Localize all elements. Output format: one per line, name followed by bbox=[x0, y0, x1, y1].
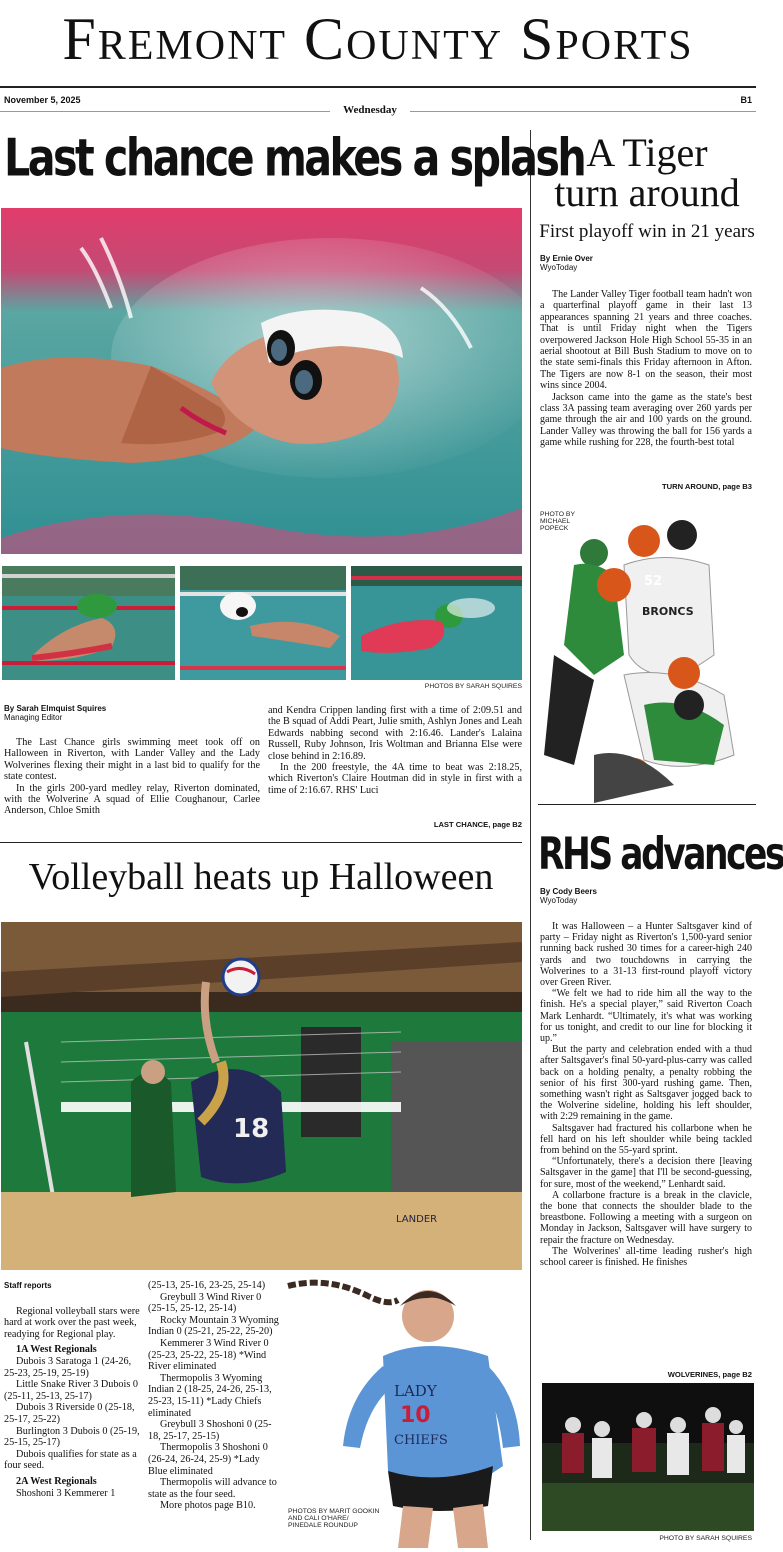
volleyball-result-line: Kemmerer 3 Wind River 0 (25-23, 25-22, 25-18) *Wind River eliminated bbox=[148, 1337, 269, 1373]
tiger-body bbox=[540, 289, 752, 449]
tiger-football-photo bbox=[534, 505, 756, 803]
volleyball-credit-line1: PHOTOS BY MARIT GOOKIN bbox=[288, 1508, 380, 1515]
volleyball-result-line: (25-13, 25-16, 23-25, 25-14) bbox=[148, 1280, 266, 1291]
volleyball-action-illustration bbox=[1, 922, 522, 1270]
volleyball-result-line: Dubois qualifies for state as a four seed. bbox=[4, 1448, 137, 1472]
volleyball-byline: Staff reports bbox=[4, 1281, 52, 1290]
tiger-credit-line2: MICHAEL bbox=[540, 518, 571, 525]
tiger-byline-role: WyoToday bbox=[540, 263, 578, 272]
volleyball-result-line: Shoshoni 3 Kemmerer 1 bbox=[16, 1487, 116, 1499]
tiger-photo-credit bbox=[540, 511, 575, 532]
page-number: B1 bbox=[740, 95, 752, 105]
volleyball-result-line: Thermopolis 3 Shoshoni 0 (26-24, 26-24, 25-9) *Lady Blue eliminated bbox=[148, 1442, 268, 1477]
rhs-paragraph: “Unfortunately, there's a decision there [leaving Saltsgaver in the game] that I'll be second-guessing, for sure, most of the weekend,” Lenhardt said. bbox=[540, 1156, 752, 1190]
swim-thumb-illustration-1 bbox=[2, 566, 175, 680]
dateline-rule-left bbox=[0, 111, 330, 112]
swim-headline: Last chance makes a splash bbox=[4, 128, 585, 189]
rhs-body bbox=[540, 921, 752, 1268]
tiger-credit-line1: PHOTO BY bbox=[540, 511, 575, 518]
volleyball-result-line: Burlington 3 Dubois 0 (25-19, 25-15, 25-17) bbox=[4, 1425, 140, 1449]
tiger-bottom-rule bbox=[538, 804, 756, 805]
volleyball-subhead: 2A West Regionals bbox=[16, 1475, 97, 1487]
tiger-jump-line[interactable]: TURN AROUND, page B3 bbox=[661, 482, 752, 491]
rhs-byline-block bbox=[540, 887, 754, 905]
swim-paragraph: In the girls 200-yard medley relay, Riverton dominated, with the Wolverine A squad of Ellie Coughanour, Carlee Anderson, Chloe Smith bbox=[4, 782, 260, 817]
swim-main-photo bbox=[1, 208, 522, 554]
swim-thumb-illustration-3 bbox=[351, 566, 522, 680]
jersey-lettering-a: BRONCS bbox=[642, 605, 694, 618]
masthead-title: Fremont County Sports bbox=[62, 6, 694, 72]
rhs-byline-role: WyoToday bbox=[540, 896, 578, 905]
swim-byline-role: Managing Editor bbox=[4, 713, 63, 722]
issue-date: November 5, 2025 bbox=[4, 95, 81, 105]
volleyball-result-line: Greybull 3 Shoshoni 0 (25-18, 25-17, 25-15) bbox=[148, 1419, 272, 1442]
swim-bottom-rule bbox=[0, 842, 522, 843]
player-jersey-text: LADY bbox=[394, 1382, 437, 1400]
rhs-night-game-illustration bbox=[542, 1383, 754, 1531]
tiger-paragraph: The Lander Valley Tiger football team hadn't won a quarterfinal playoff game in their last 13 appearances spanning 21 years and three coaches. That is until Friday night when the Tigers overpowered Jackson Hole High School 55-35 in an aerial shootout at Bill Bush Stadium to move on to the state semi-finals this Friday afternoon in Afton. The Tigers are now 8-1 on the season, their most wins since 2004. bbox=[540, 289, 752, 392]
volleyball-result-line: Rocky Mountain 3 Wyoming Indian 0 (25-21, 25-22, 25-20) bbox=[148, 1314, 279, 1338]
swim-thumb-1 bbox=[2, 566, 175, 680]
rhs-paragraph: “We felt we had to ride him all the way to the finish. He's a special player,” said Riverton Coach Mark Lenhardt. “Ultimately, it's what was working for us tonight, and credit to our line for blocking it up.” bbox=[540, 988, 752, 1045]
volleyball-result-line: Regional volleyball stars were hard at work over the past week, readying for Regional play. bbox=[4, 1305, 140, 1340]
volleyball-credit-line2: AND CALI O'HARE/ bbox=[288, 1515, 349, 1522]
player-jersey-text-2: CHIEFS bbox=[394, 1433, 448, 1448]
rhs-paragraph: A collarbone fracture is a break in the clavicle, the bone that connects the shoulder blade to the breastbone. Following a meeting with a surgeon on Monday in Jackson, Saltsgaver will have surgery to repair the fracture on Wednesday. bbox=[540, 1189, 752, 1246]
swim-jump-line[interactable]: LAST CHANCE, page B2 bbox=[433, 820, 522, 829]
dateline-rule-right bbox=[410, 111, 756, 112]
tiger-headline-line1: A Tiger bbox=[586, 130, 708, 175]
jersey-number-a: 52 bbox=[644, 574, 663, 589]
swim-paragraph: The Last Chance girls swimming meet took off on Halloween in Riverton, with Lander Valley and the Lady Wolverines flexing their might in a last bid to qualify for the state contest. bbox=[4, 737, 260, 783]
volleyball-subhead: 1A West Regionals bbox=[16, 1344, 97, 1356]
tiger-paragraph: Jackson came into the game as the state's best class 3A passing team averaging over 260 yards per game through the air and 100 yards on the ground. Lander Valley was throwing the ball for 156 yards a game while rushing for 228, the fourth-best total bbox=[540, 391, 752, 449]
football-tackle-illustration bbox=[534, 505, 756, 803]
volleyball-credit-line3: PINEDALE ROUNDUP bbox=[288, 1522, 358, 1529]
rhs-paragraph: It was Halloween – a Hunter Saltsgaver kind of party – Friday night as Riverton's 1,500-yard senior running back rushed 30 times for a career-high 240 yards and two touchdowns in carrying the Wolverines to a 31-13 first-round playoff victory over Green River. bbox=[540, 921, 752, 989]
masthead-rule bbox=[0, 86, 756, 88]
swim-byline: By Sarah Elmquist Squires bbox=[4, 704, 107, 713]
gym-wall-banner: LANDER bbox=[396, 1214, 438, 1225]
rhs-jump-line[interactable]: WOLVERINES, page B2 bbox=[667, 1370, 752, 1379]
swim-body-col1 bbox=[4, 737, 260, 817]
volleyball-result-line: More photos page B10. bbox=[160, 1500, 256, 1512]
issue-day: Wednesday bbox=[343, 104, 397, 116]
volleyball-result-line: Little Snake River 3 Dubois 0 (25-11, 25-13, 25-17) bbox=[4, 1379, 138, 1402]
rhs-byline: By Cody Beers bbox=[540, 887, 597, 896]
swim-thumb-illustration-2 bbox=[180, 566, 346, 680]
rhs-headline: RHS advances bbox=[538, 828, 783, 880]
rhs-football-photo bbox=[542, 1383, 754, 1531]
volleyball-photo-credit bbox=[288, 1508, 408, 1529]
volleyball-col2 bbox=[148, 1280, 280, 1512]
rhs-photo-credit: PHOTO BY SARAH SQUIRES bbox=[659, 1535, 752, 1542]
tiger-byline-block bbox=[540, 254, 754, 272]
volleyball-result-line: Greybull 3 Wind River 0 (25-15, 25-12, 25-14) bbox=[148, 1291, 262, 1315]
volleyball-result-line: Thermopolis will advance to state as the four seed. bbox=[148, 1477, 277, 1500]
volleyball-results-col1 bbox=[4, 1306, 140, 1500]
volleyball-result-line: Dubois 3 Saratoga 1 (24-26, 25-23, 25-19, 25-19) bbox=[4, 1355, 132, 1379]
volleyball-result-line: Dubois 3 Riverside 0 (25-18, 25-17, 25-22) bbox=[4, 1402, 135, 1425]
swim-story-col1 bbox=[4, 704, 260, 817]
volleyball-col1 bbox=[4, 1280, 140, 1499]
swim-thumb-3 bbox=[351, 566, 522, 680]
jersey-number-18: 18 bbox=[233, 1114, 270, 1144]
swim-photo-credit: PHOTOS BY SARAH SQUIRES bbox=[424, 683, 522, 690]
tiger-deck: First playoff win in 21 years bbox=[539, 221, 755, 242]
rhs-paragraph: Saltsgaver had fractured his collarbone when he fell hard on his left shoulder while being tackled from behind on the 55-yard sprint. bbox=[540, 1122, 752, 1157]
player-jersey-number: 10 bbox=[400, 1403, 431, 1428]
volleyball-headline: Volleyball heats up Halloween bbox=[28, 856, 494, 898]
tiger-headline bbox=[538, 130, 756, 215]
swim-paragraph: and Kendra Crippen landing first with a time of 2:09.51 and the B squad of Addi Peart, Julie smith, Ashlyn Jones and Leah Edwards nabbing second with 2:16.46. Lander's Lalaina Russell, Ruby Johnson, Iris Woltman and Brianna Else were close behind in 2:16.89. bbox=[268, 705, 522, 762]
tiger-headline-line2: turn around bbox=[554, 170, 740, 215]
rhs-paragraph: But the party and celebration ended with a thud after Saltsgaver's final 50-yard-plus-carry was called back on a holding penalty, a penalty robbing the senior of his first 300-yard rushing game. Then, something wasn't right as Saltsgaver jogged back to the Wolverine sideline, holding his left shoulder, with 2:29 remaining in the game. bbox=[540, 1044, 752, 1123]
swim-body-col2 bbox=[268, 705, 522, 796]
volleyball-gym-photo bbox=[1, 922, 522, 1270]
swim-thumb-2 bbox=[180, 566, 346, 680]
rhs-paragraph: The Wolverines' all-time leading rusher's high school career is finished. He finishes bbox=[540, 1245, 752, 1269]
volleyball-result-line: Thermopolis 3 Wyoming Indian 2 (18-25, 24-26, 25-13, 25-23, 15-11) *Lady Chiefs eliminated bbox=[148, 1372, 272, 1419]
tiger-credit-line3: POPECK bbox=[540, 525, 569, 532]
swim-paragraph: In the 200 freestyle, the 4A time to beat was 2:18.25, which Riverton's Claire Houtman did in style in first with a time of 2:16.67. RHS' Luci bbox=[268, 762, 522, 796]
swimmer-photo-illustration bbox=[1, 208, 522, 554]
volleyball-results-col2 bbox=[148, 1280, 280, 1512]
tiger-byline: By Ernie Over bbox=[540, 254, 593, 263]
